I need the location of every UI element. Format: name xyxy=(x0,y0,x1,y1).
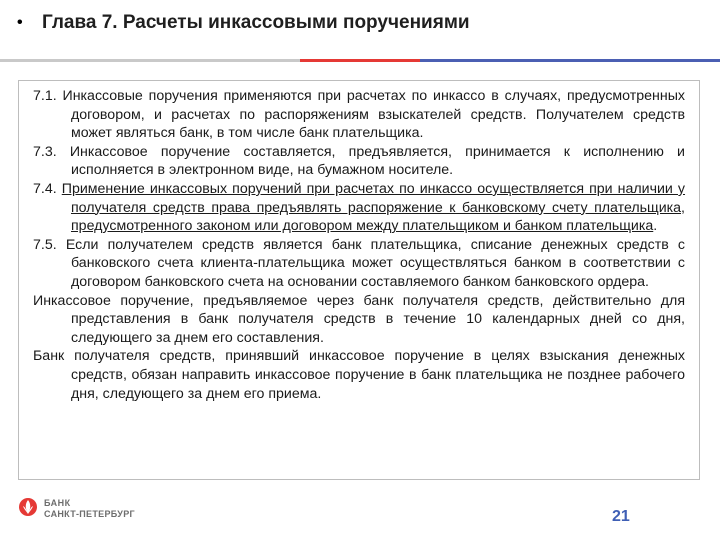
paragraph-7-3: 7.3. Инкассовое поручение составляется, предъявляется, принимается к исполнению и исполняется в электронном виде, на бумажном носителе. xyxy=(33,143,685,179)
slide-title: Глава 7. Расчеты инкассовыми поручениями xyxy=(42,12,470,33)
logo-text-city: САНКТ-ПЕТЕРБУРГ xyxy=(44,509,135,519)
paragraph-7-5: 7.5. Если получателем средств является банк плательщика, списание денежных средств с банковского счета клиента-плательщика может осуществляться банком в соответствии с договором банковского счета на основании составляемого банком банковского ордера. xyxy=(33,236,685,290)
paragraph-7-4-period: . xyxy=(653,218,658,235)
title-bullet: • xyxy=(17,14,23,31)
paragraph-7-4 xyxy=(33,180,685,236)
paragraph-7-1: 7.1. Инкассовые поручения применяются при расчетах по инкассо в случаях, предусмотренных договором, и расчетах по распоряжениям взыскателей средств. Получателем средств может являться банк, в том числе банк плательщика. xyxy=(33,88,685,142)
bank-logo xyxy=(18,497,178,527)
slide-header xyxy=(0,0,720,60)
content-box xyxy=(18,80,700,480)
page-number: 21 xyxy=(612,508,630,525)
paragraph-7-4-number: 7.4. xyxy=(33,180,62,197)
bank-logo-icon xyxy=(18,497,38,517)
paragraph-validity: Инкассовое поручение, предъявляемое через банк получателя средств, действительно для представления в банк получателя средств в течение 10 календарных дней со дня, следующего за днем его составления. xyxy=(33,292,685,346)
header-rule xyxy=(0,59,720,62)
paragraph-7-4-underlined: Применение инкассовых поручений при расчетах по инкассо осуществляется при наличии у получателя средств права предъявлять распоряжение к банковскому счету плательщика, предусмотренного законом или договором между плательщиком и банком плательщика xyxy=(61,180,686,235)
paragraph-bank-duty: Банк получателя средств, принявший инкассовое поручение в целях взыскания денежных средств, обязан направить инкассовое поручение в банк плательщика не позднее рабочего дня, следующего за днем его приема. xyxy=(33,348,685,402)
logo-text-bank: БАНК xyxy=(44,498,71,508)
